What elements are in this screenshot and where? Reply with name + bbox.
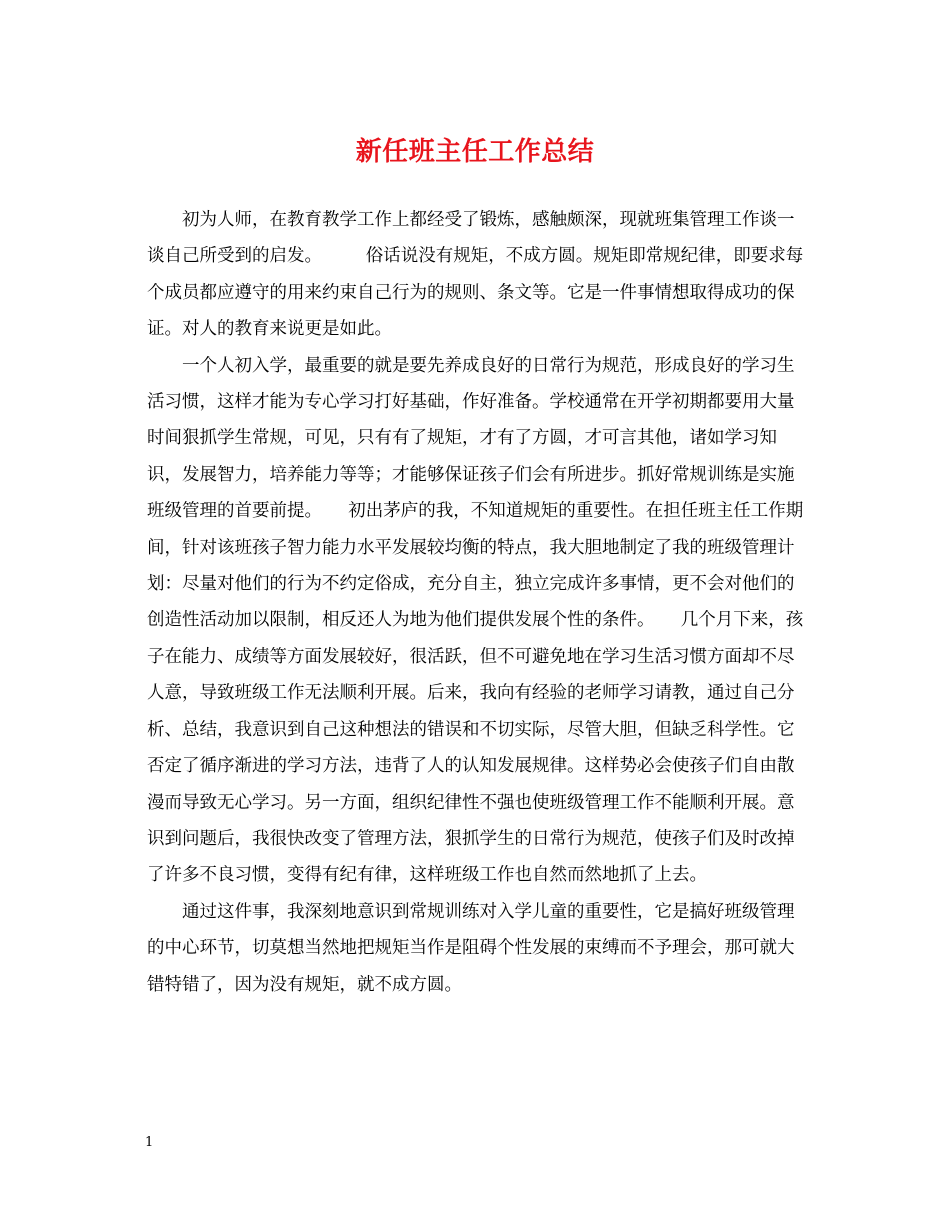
- document-title: 新任班主任工作总结: [355, 137, 595, 167]
- document-body: [147, 202, 807, 1003]
- paragraph-2: 一个人初入学，最重要的就是要先养成良好的日常行为规范，形成良好的学习生活习惯，这样才能为专心学习打好基础，作好准备。学校通常在开学初期都要用大量时间狠抓学生常规，可见，只有有了规矩，才有了方圆，才可言其他，诸如学习知识，发展智力，培养能力等等；才能够保证孩子们会有所进步。抓好常规训练是实施班级管理的首要前提。 初出茅庐的我，不知道规矩的重要性。在担任班主任工作期间，针对该班孩子智力能力水平发展较均衡的特点，我大胆地制定了我的班级管理计划：尽量对他们的行为不约定俗成，充分自主，独立完成许多事情，更不会对他们的创造性活动加以限制，相反还人为地为他们提供发展个性的条件。 几个月下来，孩子在能力、成绩等方面发展较好，很活跃，但不可避免地在学习生活习惯方面却不尽人意，导致班级工作无法顺利开展。后来，我向有经验的老师学习请教，通过自己分析、总结，我意识到自己这种想法的错误和不切实际，尽管大胆，但缺乏科学性。它否定了循序渐进的学习方法，违背了人的认知发展规律。这样势必会使孩子们自由散漫而导致无心学习。另一方面，组织纪律性不强也使班级管理工作不能顺利开展。意识到问题后，我很快改变了管理方法，狠抓学生的日常行为规范，使孩子们及时改掉了许多不良习惯，变得有纪有律，这样班级工作也自然而然地抓了上去。: [147, 355, 804, 886]
- page-number: 1: [145, 1135, 154, 1150]
- paragraph-3: 通过这件事，我深刻地意识到常规训练对入学儿童的重要性，它是搞好班级管理的中心环节，切莫想当然地把规矩当作是阻碍个性发展的束缚而不予理会，那可就大错特错了，因为没有规矩，就不成方圆。: [147, 901, 795, 995]
- paragraph-1: 初为人师，在教育教学工作上都经受了锻炼，感触颇深，现就班集管理工作谈一谈自己所受到的启发。 俗话说没有规矩，不成方圆。规矩即常规纪律，即要求每个成员都应遵守的用来约束自己行为的规则、条文等。它是一件事情想取得成功的保证。对人的教育来说更是如此。: [147, 210, 804, 340]
